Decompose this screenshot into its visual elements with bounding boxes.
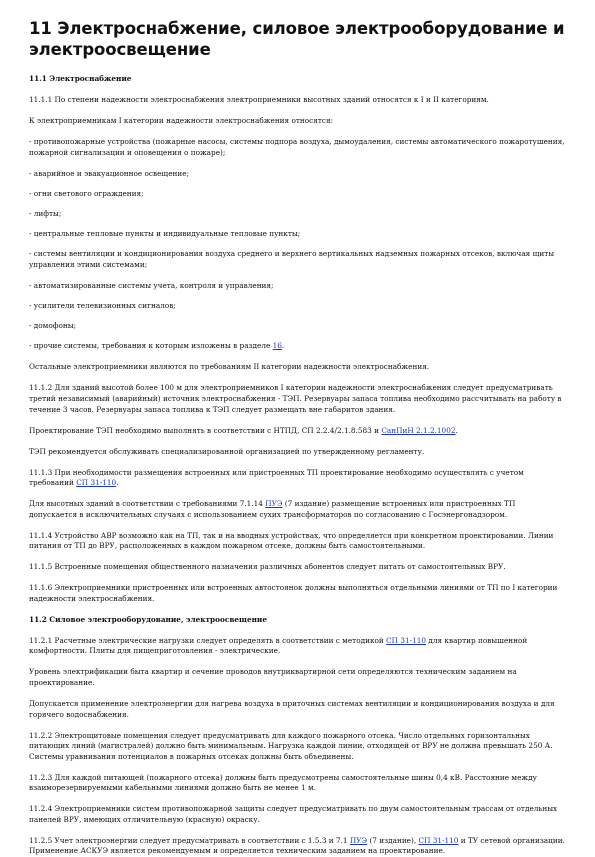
paragraph-11-1-4: 11.1.4 Устройство АВР возможно как на ТП, так и на вводных устройствах, что определяется при конкретном проектировании. Линии питания от ТП до ВРУ, расположенных в каждом пожарном отсеке, должны быть самостоятельными.	[29, 530, 554, 551]
list-item-automated-systems: - автоматизированные системы учета, контроля и управления;	[29, 280, 274, 290]
list-item-fire-protection: - противопожарные устройства (пожарные насосы, системы подпора воздуха, дымоудаления, системы автоматического пожаротушения, пожарной сигнализации и оповещения о пожаре);	[29, 136, 565, 157]
paragraph-category-ii: Остальные электроприемники являются по требованиям II категории надежности электроснабжения.	[29, 362, 430, 372]
text: 11.2.5 Учет электроэнергии следует предусматривать в соответствии с 1.5.3 и 7.1	[29, 835, 350, 845]
paragraph-11-2-5	[29, 836, 565, 857]
list-item-heat-points: - центральные тепловые пункты и индивидуальные тепловые пункты;	[29, 229, 301, 239]
list-item-obstruction-lights: - огни светового ограждения;	[29, 188, 144, 198]
text: Проектирование ТЭП необходимо выполнять в соответствии с НТПД, СП 2.2.4/2.1.8.583 и	[29, 425, 382, 435]
link-sanpin[interactable]: СанПиН 2.1.2.1002	[381, 425, 456, 435]
paragraph-11-1-5: 11.1.5 Встроенные помещения общественного назначения различных абонентов следует питать от самостоятельных ВРУ.	[29, 562, 506, 572]
paragraph-11-2-3: 11.2.3 Для каждой питающей (пожарного отсека) должны быть предусмотрены самостоятельные шины 0,4 кВ. Расстояние между взаиморезервируемыми кабельными линиями должно быть не менее 1 м.	[29, 772, 537, 793]
text: .	[116, 478, 119, 488]
list-item-emergency-lighting: - аварийное и эвакуационное освещение;	[29, 168, 190, 178]
link-sp-31-110[interactable]: СП 31-110	[418, 835, 459, 845]
list-item-elevators: - лифты;	[29, 208, 62, 218]
paragraph-tep-service: ТЭП рекомендуется обслуживать специализированной организацией по утвержденному регламенту.	[29, 446, 425, 456]
text: для квартир повышенной комфортности. Плиты для пищеприготовления - электрические.	[29, 635, 528, 656]
document-title: 11 Электроснабжение, силовое электрооборудование и электроосвещение	[29, 19, 565, 59]
paragraph-tep-design	[29, 426, 565, 437]
link-section-16[interactable]: 16	[272, 341, 282, 351]
text: 11.1.3 При необходимости размещения встроенных или пристроенных ТП проектирование необходимо осуществлять с учетом требований	[29, 467, 524, 488]
text: .	[281, 341, 285, 351]
paragraph-category-i-intro: К электроприемникам I категории надежности электроснабжения относятся:	[29, 115, 334, 125]
paragraph-11-1-6: 11.1.6 Электроприемники пристроенных или встроенных автостоянок должны выполняться отдельными линиями от ТП по I категории надежности электроснабжения.	[29, 583, 558, 603]
link-pue[interactable]: ПУЭ	[265, 499, 283, 509]
list-item-ventilation: - системы вентиляции и кондиционирования воздуха среднего и верхнего вертикальных надземных пожарных отсеков, включая щиты управления этими системами;	[29, 249, 555, 269]
text: 11.2.1 Расчетные электрические нагрузки следует определять в соответствии с методикой	[29, 635, 387, 645]
text: (7 издание),	[367, 835, 419, 845]
paragraph-11-1-1: 11.1.1 По степени надежности электроснабжения электроприемники высотных зданий относятся к I и II категориям.	[29, 94, 489, 104]
text: (7 издание) размещение встроенных или пристроенных ТП допускается в исключительных случаях с использованием сухих трансформаторов по согласованию с Госэнергонадзором.	[29, 499, 516, 519]
link-sp-31-110[interactable]: СП 31-110	[386, 635, 427, 645]
text: .	[455, 425, 458, 435]
link-pue[interactable]: ПУЭ	[349, 835, 368, 845]
section-heading-11-1: 11.1 Электроснабжение	[29, 74, 132, 83]
link-sp-31-110[interactable]: СП 31-110	[76, 478, 117, 488]
list-item-tv-amplifiers: - усилители телевизионных сигналов;	[29, 301, 176, 311]
list-item-other-systems	[29, 341, 565, 352]
paragraph-highrise-tp	[29, 499, 565, 520]
paragraph-electric-heating: Допускается применение электроэнергии для нагрева воздуха в приточных системах вентиляции и кондиционирования воздуха и для горячего водоснабжения.	[29, 698, 555, 719]
list-item-intercoms: - домофоны;	[29, 321, 76, 331]
paragraph-11-1-3	[29, 468, 565, 489]
text: - прочие системы, требования к которым изложены в разделе	[29, 341, 273, 351]
paragraph-11-1-2: 11.1.2 Для зданий высотой более 100 м для электроприемников I категории надежности электроснабжения следует предусматривать третий независимый (аварийный) источник электроснабжения - ТЭП. Резервуары запаса топлива необходимо рассчитывать на работу в течение 3 часов. Резервуары запаса топлива к ТЭП следует размещать вне габаритов здания.	[29, 383, 562, 414]
paragraph-electrification-level: Уровень электрификации быта квартир и сечение проводов внутриквартирной сети определяются техническим заданием на проектирование.	[29, 667, 517, 687]
paragraph-11-2-2: 11.2.2 Электрощитовые помещения следует предусматривать для каждого пожарного отсека. Число отдельных горизонтальных питающих линий (магистралей) должно быть минимальным. Нагрузка каждой линии, отходящей от ВРУ не должна превышать 250 А. Системы уравнивания потенциалов в пожарных отсеках должны быть объединены.	[29, 730, 553, 761]
text: и ТУ сетевой организации. Применение АСКУЭ является рекомендуемым и определяется техническим заданием на проектирование.	[29, 835, 565, 856]
paragraph-11-2-1	[29, 636, 565, 657]
section-heading-11-2: 11.2 Силовое электрооборудование, электроосвещение	[29, 614, 267, 624]
paragraph-11-2-4: 11.2.4 Электроприемники систем противопожарной защиты следует предусматривать по двум самостоятельным трассам от отдельных панелей ВРУ, имеющих отличительную (красную) окраску.	[29, 804, 558, 824]
text: Для высотных зданий в соответствии с требованиями 7.1.14	[29, 499, 266, 509]
